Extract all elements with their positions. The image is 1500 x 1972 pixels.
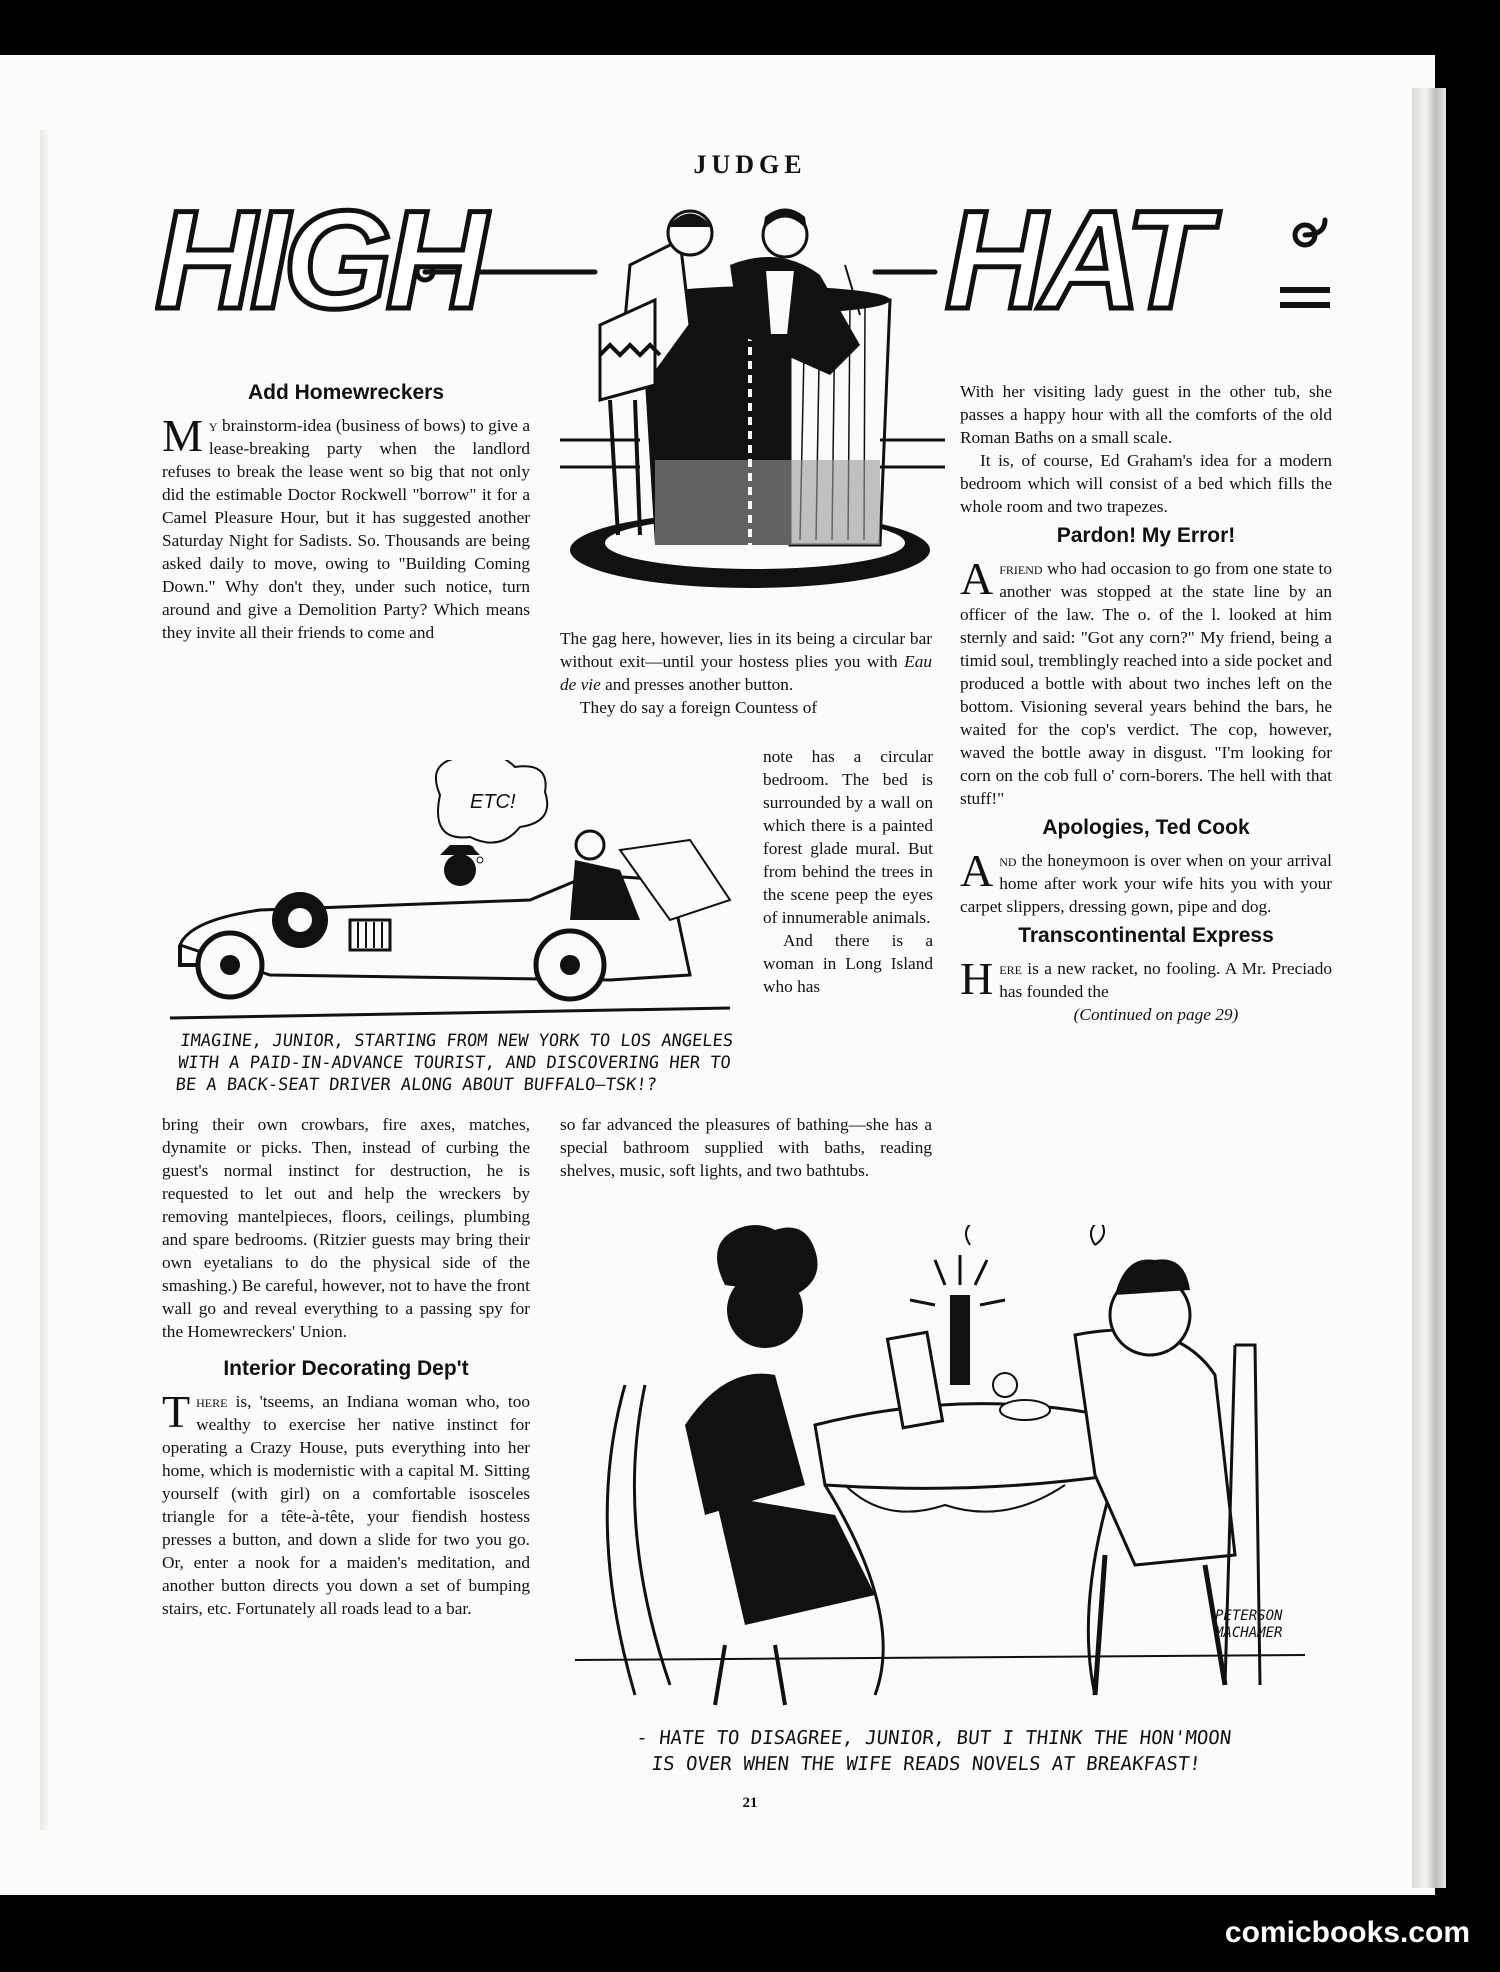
- page-gutter: [40, 130, 50, 1830]
- heading-interior-decorating: Interior Decorating Dep't: [223, 1357, 469, 1380]
- drop-cap: M: [162, 410, 203, 461]
- breakfast-caption-line-1: - HATE TO DISAGREE, JUNIOR, BUT I THINK THE HON'MOON: [635, 1727, 1233, 1749]
- middle-column-bottom: [560, 1113, 932, 1182]
- site-watermark: comicbooks.com: [1224, 1916, 1470, 1949]
- paragraph-roman-baths: With her visiting lady guest in the other tub, she passes a happy hour with all the comforts of the old Roman Baths on a small scale.: [960, 382, 1332, 447]
- drop-cap: A: [960, 845, 994, 896]
- breakfast-caption: [632, 1725, 1317, 1777]
- heading-apologies-ted-cook: Apologies, Ted Cook: [1042, 816, 1250, 839]
- left-column-top: [162, 375, 530, 644]
- car-caption-line-2: WITH A PAID-IN-ADVANCE TOURIST, AND DISCOVERING HER TO: [176, 1053, 732, 1073]
- right-column: [960, 380, 1332, 1026]
- top-hat-couple-illustration: [560, 205, 950, 600]
- middle-column-narrow: [763, 745, 933, 998]
- paragraph-circular-bar: The gag here, however, lies in its being a circular bar without exit—until your hostess plies you with Eau de vie and presses another button.: [560, 629, 932, 694]
- paragraph-interior-decorating: There is, 'tseems, an Indiana woman who, too wealthy to exercise her native instinct for operating a Crazy House, puts everything into her home, which is modernistic with a capital M. Sitting yourself (with girl) on a comfortable isosceles triangle for a tête-à-tête, your fiendish hostess presses a button, and down a slide for two you go. Or, enter a nook for a maiden's meditation, and another button directs you down a set of bumping stairs, etc. Fortunately all roads lead to a bar.: [162, 1386, 530, 1618]
- paragraph-countess: note has a circular bedroom. The bed is surrounded by a wall on which there is a painted forest glade mural. But from behind the trees in the scene peep the eyes of innumerable animals.: [763, 747, 933, 927]
- paragraph-countess-lead: They do say a foreign Countess of: [580, 698, 818, 717]
- page-edge-stack: [1412, 88, 1446, 1888]
- left-column-bottom: [162, 1113, 530, 1620]
- heading-add-homewreckers: Add Homewreckers: [247, 381, 445, 404]
- paragraph-long-island: And there is a woman in Long Island who has: [763, 931, 933, 996]
- drop-cap: A: [960, 553, 994, 604]
- banner-left-word: HIGH: [155, 200, 481, 330]
- artist-signature-line-2: MACHAMER: [1215, 1625, 1283, 1641]
- heading-transcontinental-express: Transcontinental Express: [1018, 924, 1274, 947]
- car-speech-bubble: ETC!: [470, 791, 516, 813]
- drop-cap: T: [162, 1386, 191, 1437]
- middle-column-top: [560, 627, 932, 719]
- artist-signature-line-1: PETERSON: [1215, 1608, 1283, 1624]
- paragraph-ed-graham: It is, of course, Ed Graham's idea for a modern bedroom which will consist of a bed which fills the whole room and two trapezes.: [960, 451, 1332, 516]
- paragraph-bathing: so far advanced the pleasures of bathing—she has a special bathroom supplied with baths, reading shelves, music, soft lights, and two bathtubs.: [560, 1115, 932, 1180]
- heading-pardon-my-error: Pardon! My Error!: [1056, 524, 1236, 547]
- continued-note: (Continued on page 29): [1073, 1005, 1239, 1024]
- car-cartoon-illustration: [170, 760, 760, 1025]
- car-caption-line-1: IMAGINE, JUNIOR, STARTING FROM NEW YORK TO LOS ANGELES: [179, 1031, 735, 1051]
- paragraph-homewreckers-1: My brainstorm-idea (business of bows) to give a lease-breaking party when the landlord refuses to break the lease went so big that not only did the estimable Doctor Rockwell "borrow" it for a Camel Pleasure Hour, but it has suggested another Saturday Night for Sadists. So. Thousands are being asked daily to move, owing to "Building Coming Down." Why don't they, under such notice, turn around and give a Demolition Party? Which means they invite all their friends to come and: [162, 410, 530, 642]
- paragraph-transcontinental: Here is a new racket, no fooling. A Mr. Preciado has founded the: [960, 953, 1332, 1004]
- car-caption-line-3: BE A BACK-SEAT DRIVER ALONG ABOUT BUFFALO—TSK!?: [174, 1075, 658, 1095]
- breakfast-caption-line-2: IS OVER WHEN THE WIFE READS NOVELS AT BREAKFAST!: [650, 1753, 1202, 1775]
- paragraph-pardon: Afriend who had occasion to go from one state to another was stopped at the state line by an officer of the law. The o. of the l. looked at him sternly and said: "Got any corn?" My friend, being a timid soul, tremblingly reached into a side pocket and produced a bottle with about two inches left on the bottom. Visioning several years behind the bars, he waited for the cop's verdict. The cop, however, waved the bottle away in disgust. "I'm looking for corn on the cob full o' corn-borers. The hell with that stuff!": [960, 553, 1332, 808]
- paragraph-apologies: And the honeymoon is over when on your arrival home after work your wife hits you with your carpet slippers, dressing gown, pipe and dog.: [960, 845, 1332, 916]
- car-caption: [175, 1030, 742, 1096]
- drop-cap: H: [960, 953, 994, 1004]
- paragraph-homewreckers-2: bring their own crowbars, fire axes, matches, dynamite or picks. Then, instead of curbing the guest's normal instinct for destruction, he is requested to let out and help the wreckers by removing mantelpieces, floors, ceilings, plumbing and spare bedrooms. (Ritzier guests may bring their own eyetalians to do the physical side of the smashing.) Be careful, however, not to have the front wall go and reveal everything to a passing spy for the Homewreckers' Union.: [162, 1115, 530, 1341]
- running-head: JUDGE: [693, 150, 807, 179]
- breakfast-cartoon-illustration: [575, 1225, 1325, 1720]
- banner-right-word: HAT: [945, 200, 1205, 330]
- page-number: 21: [742, 1795, 758, 1811]
